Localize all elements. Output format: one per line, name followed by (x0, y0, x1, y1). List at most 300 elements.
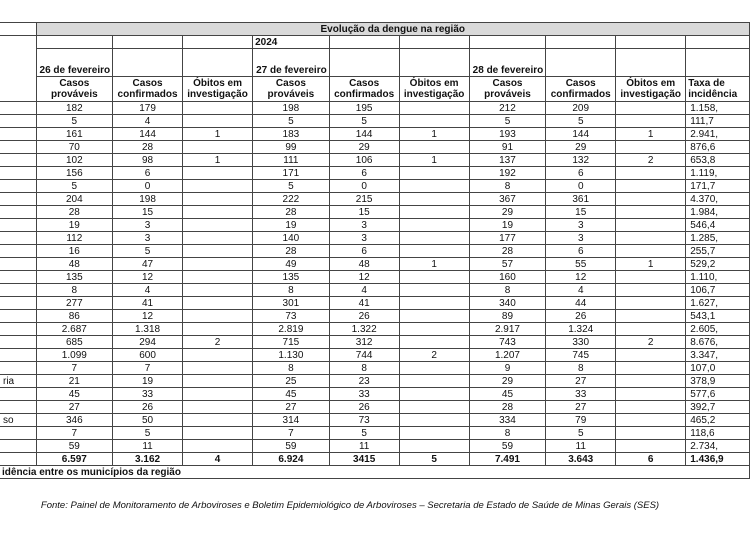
table-cell (183, 349, 253, 362)
table-cell: 28 (253, 206, 330, 219)
municipality-name (0, 323, 36, 336)
table-row (0, 349, 750, 362)
table-cell: 5 (113, 427, 183, 440)
municipality-name: so (0, 414, 36, 427)
table-cell: 0 (113, 180, 183, 193)
column-header-obitos (183, 77, 253, 102)
incidence-rate: 543,1 (686, 310, 750, 323)
table-cell (183, 414, 253, 427)
incidence-rate: 2.605, (686, 323, 750, 336)
table-cell: 198 (253, 102, 330, 115)
table-cell (616, 193, 686, 206)
incidence-rate: 8.676, (686, 336, 750, 349)
table-cell: 160 (469, 271, 546, 284)
table-cell: 600 (113, 349, 183, 362)
header-line: Óbitos em (193, 78, 242, 89)
table-cell (616, 115, 686, 128)
table-cell (183, 115, 253, 128)
table-cell: 28 (469, 401, 546, 414)
incidence-rate: 171,7 (686, 180, 750, 193)
incidence-rate: 118,6 (686, 427, 750, 440)
table-cell (399, 232, 469, 245)
table-cell (616, 180, 686, 193)
table-cell: 26 (329, 310, 399, 323)
table-cell: 6 (616, 453, 686, 466)
table-cell: 26 (546, 310, 616, 323)
table-cell: 5 (36, 115, 113, 128)
table-cell: 91 (469, 141, 546, 154)
table-cell: 3415 (329, 453, 399, 466)
table-row (0, 401, 750, 414)
column-header-casos-confirmados (329, 77, 399, 102)
table-cell: 49 (253, 258, 330, 271)
municipality-name (0, 336, 36, 349)
table-cell: 3 (113, 232, 183, 245)
incidence-rate: 1.436,9 (686, 453, 750, 466)
table-row (0, 414, 750, 427)
table-cell: 3.643 (546, 453, 616, 466)
table-row (0, 102, 750, 115)
table-cell: 2 (183, 336, 253, 349)
table-cell: 73 (253, 310, 330, 323)
table-cell (399, 245, 469, 258)
incidence-rate: 378,9 (686, 375, 750, 388)
municipality-name (0, 154, 36, 167)
table-cell: 3.162 (113, 453, 183, 466)
table-cell: 7 (36, 362, 113, 375)
table-cell: 19 (113, 375, 183, 388)
table-row (0, 154, 750, 167)
column-header-casos-provaveis (469, 77, 546, 102)
table-cell: 11 (113, 440, 183, 453)
table-cell (616, 440, 686, 453)
table-cell: 11 (546, 440, 616, 453)
table-cell: 135 (36, 271, 113, 284)
table-cell: 33 (113, 388, 183, 401)
table-cell: 12 (113, 271, 183, 284)
table-cell: 294 (113, 336, 183, 349)
table-cell (399, 141, 469, 154)
table-row (0, 440, 750, 453)
municipality-name (0, 141, 36, 154)
table-cell: 161 (36, 128, 113, 141)
table-cell: 685 (36, 336, 113, 349)
table-cell (399, 180, 469, 193)
table-cell: 29 (469, 375, 546, 388)
table-cell (616, 349, 686, 362)
incidence-rate: 3.347, (686, 349, 750, 362)
table-cell (183, 219, 253, 232)
table-cell: 1.130 (253, 349, 330, 362)
table-cell: 3 (546, 219, 616, 232)
table-cell (399, 388, 469, 401)
table-cell: 3 (329, 219, 399, 232)
table-cell (399, 206, 469, 219)
table-cell: 330 (546, 336, 616, 349)
incidence-rate: 465,2 (686, 414, 750, 427)
table-cell: 156 (36, 167, 113, 180)
table-cell: 7.491 (469, 453, 546, 466)
table-cell (183, 167, 253, 180)
table-row (0, 128, 750, 141)
table-cell: 41 (329, 297, 399, 310)
column-header-taxa (686, 77, 750, 102)
table-cell: 33 (329, 388, 399, 401)
subheader-row (0, 77, 750, 102)
table-row (0, 141, 750, 154)
municipality-name (0, 180, 36, 193)
municipality-name (0, 349, 36, 362)
header-line: Taxa de (688, 78, 725, 89)
table-cell: 28 (36, 206, 113, 219)
table-cell (183, 180, 253, 193)
table-row (0, 167, 750, 180)
table-cell (616, 388, 686, 401)
table-cell: 179 (113, 102, 183, 115)
municipality-name (0, 219, 36, 232)
table-cell: 1 (183, 154, 253, 167)
table-cell: 26 (113, 401, 183, 414)
header-line: investigação (403, 89, 465, 100)
table-cell: 193 (469, 128, 546, 141)
table-cell: 25 (253, 375, 330, 388)
column-header-casos-confirmados (113, 77, 183, 102)
table-cell: 314 (253, 414, 330, 427)
table-cell (616, 427, 686, 440)
table-cell: 6 (329, 245, 399, 258)
municipality-name (0, 271, 36, 284)
municipality-name (0, 297, 36, 310)
incidence-rate: 2.734, (686, 440, 750, 453)
table-cell (183, 401, 253, 414)
table-cell: 4 (113, 284, 183, 297)
table-cell: 41 (113, 297, 183, 310)
incidence-rate: 1.110, (686, 271, 750, 284)
table-cell (183, 102, 253, 115)
table-cell: 182 (36, 102, 113, 115)
table-cell: 209 (546, 102, 616, 115)
table-cell: 4 (183, 453, 253, 466)
table-cell: 45 (253, 388, 330, 401)
table-cell (616, 310, 686, 323)
table-cell: 29 (546, 141, 616, 154)
note-row (0, 466, 750, 479)
table-cell: 6 (546, 245, 616, 258)
table-cell: 4 (113, 115, 183, 128)
date-header: 27 de fevereiro (253, 49, 330, 77)
header-line: confirmados (550, 89, 611, 100)
total-row (0, 453, 750, 466)
header-line: investigação (187, 89, 248, 100)
table-cell: 745 (546, 349, 616, 362)
table-cell: 6 (546, 167, 616, 180)
header-line: prováveis (50, 89, 98, 100)
table-cell: 137 (469, 154, 546, 167)
header-line: prováveis (484, 89, 531, 100)
municipality-name (0, 362, 36, 375)
table-cell: 21 (36, 375, 113, 388)
table-row (0, 336, 750, 349)
table-cell: 2.819 (253, 323, 330, 336)
table-cell (183, 388, 253, 401)
table-row (0, 271, 750, 284)
table-cell: 8 (36, 284, 113, 297)
municipality-name (0, 258, 36, 271)
table-cell: 140 (253, 232, 330, 245)
incidence-rate: 255,7 (686, 245, 750, 258)
table-cell: 204 (36, 193, 113, 206)
table-cell: 15 (546, 206, 616, 219)
table-cell (183, 193, 253, 206)
table-cell: 79 (546, 414, 616, 427)
header-line: Óbitos em (626, 78, 676, 89)
table-cell: 2 (399, 349, 469, 362)
table-cell: 44 (546, 297, 616, 310)
municipality-name (0, 427, 36, 440)
municipality-name (0, 401, 36, 414)
table-cell (616, 206, 686, 219)
table-cell: 29 (469, 206, 546, 219)
incidence-rate: 653,8 (686, 154, 750, 167)
table-row (0, 362, 750, 375)
header-line: Casos (275, 78, 306, 89)
column-header-casos-provaveis (253, 77, 330, 102)
table-row (0, 310, 750, 323)
table-cell: 198 (113, 193, 183, 206)
header-line: Casos (132, 78, 163, 89)
table-cell: 301 (253, 297, 330, 310)
table-cell: 1 (616, 258, 686, 271)
table-cell: 1 (183, 128, 253, 141)
table-cell: 277 (36, 297, 113, 310)
table-cell (183, 232, 253, 245)
table-cell: 19 (36, 219, 113, 232)
incidence-rate: 1.158, (686, 102, 750, 115)
table-cell: 11 (329, 440, 399, 453)
column-header-casos-provaveis (36, 77, 113, 102)
header-line: Casos (349, 78, 380, 89)
table-cell (399, 284, 469, 297)
column-header-casos-confirmados (546, 77, 616, 102)
table-cell: 15 (113, 206, 183, 219)
table-cell: 70 (36, 141, 113, 154)
date-header: 26 de fevereiro (36, 49, 113, 77)
table-cell (183, 141, 253, 154)
table-cell: 99 (253, 141, 330, 154)
incidence-rate: 107,0 (686, 362, 750, 375)
table-cell (616, 401, 686, 414)
table-cell (616, 232, 686, 245)
municipality-name (0, 440, 36, 453)
table-cell (616, 297, 686, 310)
table-row (0, 388, 750, 401)
table-cell: 5 (253, 180, 330, 193)
table-cell: 8 (253, 362, 330, 375)
table-row (0, 115, 750, 128)
table-cell: 8 (469, 427, 546, 440)
table-cell (399, 193, 469, 206)
header-line: incidência (688, 89, 738, 100)
table-cell: 4 (546, 284, 616, 297)
table-cell: 4 (329, 284, 399, 297)
header-line: Óbitos em (409, 78, 459, 89)
table-cell: 28 (113, 141, 183, 154)
incidence-rate: 106,7 (686, 284, 750, 297)
table-cell: 45 (36, 388, 113, 401)
table-cell: 171 (253, 167, 330, 180)
table-cell: 59 (469, 440, 546, 453)
municipality-name (0, 453, 36, 466)
table-row (0, 180, 750, 193)
table-cell: 0 (546, 180, 616, 193)
municipality-name (0, 128, 36, 141)
table-cell (183, 310, 253, 323)
incidence-rate: 1.627, (686, 297, 750, 310)
table-cell (399, 271, 469, 284)
table-cell (399, 336, 469, 349)
table-cell: 715 (253, 336, 330, 349)
table-cell (399, 115, 469, 128)
table-cell (399, 362, 469, 375)
table-cell: 177 (469, 232, 546, 245)
table-cell: 12 (546, 271, 616, 284)
table-cell: 1 (399, 258, 469, 271)
table-cell: 135 (253, 271, 330, 284)
table-cell: 6.924 (253, 453, 330, 466)
table-cell: 9 (469, 362, 546, 375)
table-cell (399, 414, 469, 427)
municipality-name (0, 102, 36, 115)
table-cell: 183 (253, 128, 330, 141)
table-cell: 16 (36, 245, 113, 258)
table-cell: 5 (113, 245, 183, 258)
table-cell: 1 (616, 128, 686, 141)
table-cell (616, 414, 686, 427)
table-cell (399, 310, 469, 323)
table-cell: 0 (329, 180, 399, 193)
table-row (0, 427, 750, 440)
table-cell (616, 271, 686, 284)
incidence-rate: 4.370, (686, 193, 750, 206)
table-cell: 27 (546, 401, 616, 414)
table-cell: 12 (329, 271, 399, 284)
incidence-rate: 1.984, (686, 206, 750, 219)
table-cell: 5 (469, 115, 546, 128)
table-cell (616, 102, 686, 115)
table-cell: 19 (253, 219, 330, 232)
dengue-table-container (0, 22, 750, 479)
table-row (0, 375, 750, 388)
table-cell (399, 297, 469, 310)
table-cell (399, 401, 469, 414)
table-cell (616, 219, 686, 232)
table-cell: 5 (36, 180, 113, 193)
table-cell: 361 (546, 193, 616, 206)
table-cell (616, 375, 686, 388)
header-line: Casos (59, 78, 90, 89)
incidence-rate: 529,2 (686, 258, 750, 271)
table-cell: 1.324 (546, 323, 616, 336)
table-cell: 98 (113, 154, 183, 167)
incidence-rate: 111,7 (686, 115, 750, 128)
table-cell: 2.687 (36, 323, 113, 336)
table-cell (183, 323, 253, 336)
table-cell: 59 (253, 440, 330, 453)
table-cell: 29 (329, 141, 399, 154)
table-cell: 5 (546, 115, 616, 128)
table-cell: 2 (616, 336, 686, 349)
table-cell: 57 (469, 258, 546, 271)
table-cell (183, 284, 253, 297)
table-row (0, 284, 750, 297)
table-cell (616, 245, 686, 258)
table-cell: 340 (469, 297, 546, 310)
table-cell: 367 (469, 193, 546, 206)
table-cell: 33 (546, 388, 616, 401)
table-cell: 5 (329, 427, 399, 440)
table-cell: 48 (36, 258, 113, 271)
table-cell: 2.917 (469, 323, 546, 336)
table-row (0, 258, 750, 271)
table-cell: 2 (616, 154, 686, 167)
table-cell: 1.322 (329, 323, 399, 336)
table-cell (183, 271, 253, 284)
table-cell: 7 (113, 362, 183, 375)
header-line: Casos (492, 78, 523, 89)
table-cell (399, 440, 469, 453)
table-cell (616, 323, 686, 336)
table-cell: 45 (469, 388, 546, 401)
header-line: confirmados (334, 89, 395, 100)
table-cell: 3 (546, 232, 616, 245)
table-cell: 744 (329, 349, 399, 362)
table-cell: 50 (113, 414, 183, 427)
table-cell: 73 (329, 414, 399, 427)
header-line: prováveis (267, 89, 315, 100)
column-header-obitos (399, 77, 469, 102)
table-cell: 86 (36, 310, 113, 323)
table-cell: 5 (329, 115, 399, 128)
table-cell (616, 167, 686, 180)
table-cell: 144 (546, 128, 616, 141)
incidence-rate: 2.941, (686, 128, 750, 141)
column-header-obitos (616, 77, 686, 102)
table-cell: 3 (113, 219, 183, 232)
table-cell: 7 (36, 427, 113, 440)
header-line: Casos (565, 78, 596, 89)
table-cell: 5 (546, 427, 616, 440)
table-cell: 59 (36, 440, 113, 453)
table-cell: 48 (329, 258, 399, 271)
table-row (0, 206, 750, 219)
table-cell: 222 (253, 193, 330, 206)
table-cell: 111 (253, 154, 330, 167)
table-cell: 144 (329, 128, 399, 141)
table-cell (183, 362, 253, 375)
table-cell: 6 (329, 167, 399, 180)
table-cell: 3 (329, 232, 399, 245)
table-cell: 212 (469, 102, 546, 115)
table-cell (183, 440, 253, 453)
table-row (0, 323, 750, 336)
header-line: confirmados (117, 89, 178, 100)
table-cell: 8 (469, 180, 546, 193)
municipality-name (0, 193, 36, 206)
table-cell (399, 102, 469, 115)
table-cell (183, 375, 253, 388)
header-line: investigação (620, 89, 681, 100)
table-row (0, 245, 750, 258)
